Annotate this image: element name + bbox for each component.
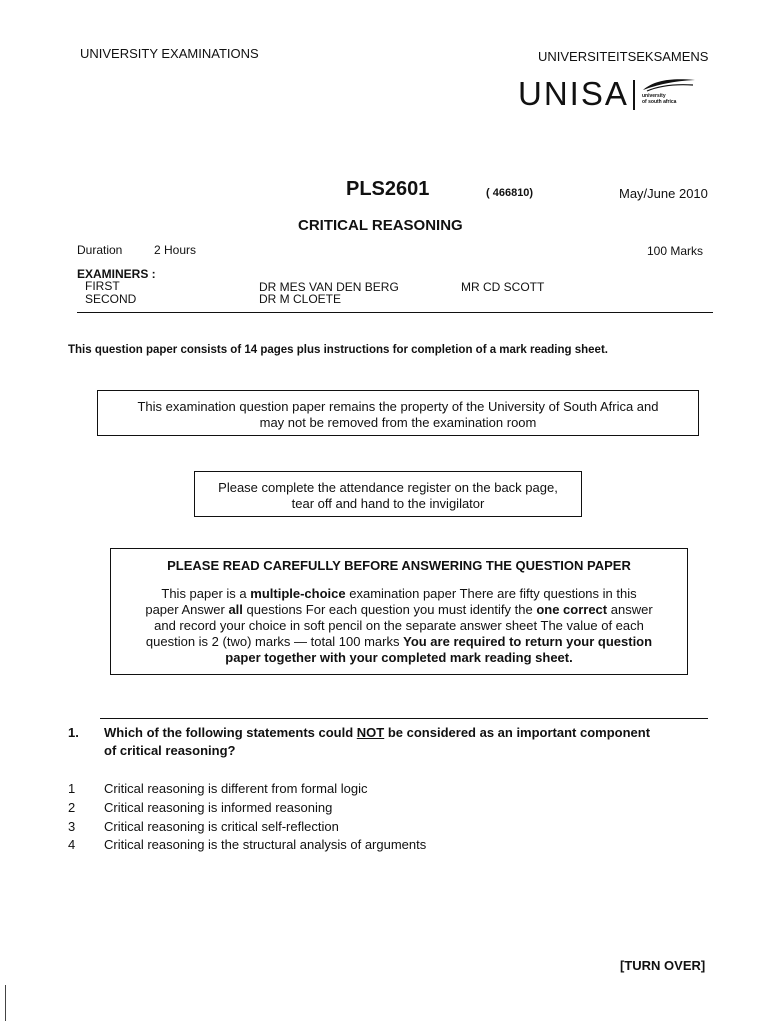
instructions-text: examination paper There are fifty questions in this <box>345 586 637 601</box>
header-divider <box>77 312 713 313</box>
unisa-logo-bar <box>633 80 635 110</box>
question-number: 1. <box>68 725 79 740</box>
option-text: Critical reasoning is different from formal logic <box>104 781 368 796</box>
all-emphasis: all <box>228 602 243 617</box>
exam-session: May/June 2010 <box>619 186 708 201</box>
instructions-line4 <box>111 634 687 650</box>
first-examiner-name-2: MR CD SCOTT <box>461 280 545 294</box>
second-examiner-name: DR M CLOETE <box>259 292 342 306</box>
exam-code: PLS2601 <box>346 178 430 200</box>
option-text: Critical reasoning is the structural analysis of arguments <box>104 837 427 852</box>
instructions-box <box>110 548 688 675</box>
attendance-notice-line1: Please complete the attendance register on the back page, <box>218 480 558 495</box>
unisa-logo-subtitle-line2: of south africa <box>642 99 677 105</box>
option-number: 4 <box>68 837 76 852</box>
instructions-line1 <box>111 586 687 602</box>
option-number: 3 <box>68 819 76 834</box>
option-text: Critical reasoning is critical self-reflection <box>104 819 339 834</box>
property-notice-box <box>97 390 699 436</box>
attendance-notice-box <box>194 471 582 517</box>
exam-title: CRITICAL REASONING <box>298 217 463 234</box>
duration-value: 2 Hours <box>154 243 197 257</box>
instructions-text: question is 2 (two) marks — total 100 marks <box>145 634 404 649</box>
duration-label: Duration <box>77 243 123 257</box>
instructions-line5: paper together with your completed mark reading sheet. <box>225 650 573 665</box>
instructions-text: paper Answer <box>145 602 229 617</box>
unisa-logo-subtitle-line1: university <box>642 93 666 99</box>
examiners-label: EXAMINERS : <box>77 267 156 281</box>
option-number: 1 <box>68 781 76 796</box>
property-notice-line2: may not be removed from the examination room <box>259 415 537 430</box>
scan-edge-mark <box>5 985 6 1021</box>
question-divider <box>100 718 708 719</box>
unisa-logo-word: UNISA <box>518 75 629 112</box>
pages-notice: This question paper consists of 14 pages plus instructions for completion of a mark reading sheet. <box>68 344 608 356</box>
question-not-emphasis: NOT <box>356 725 385 740</box>
second-examiner-label: SECOND <box>85 292 137 306</box>
option-number: 2 <box>68 800 76 815</box>
turn-over-label: [TURN OVER] <box>620 958 706 973</box>
return-paper-emphasis: You are required to return your question <box>403 634 653 649</box>
exam-reference: ( 466810) <box>486 187 534 199</box>
question-stem-line2: of critical reasoning? <box>104 743 236 758</box>
option-text: Critical reasoning is informed reasoning <box>104 800 333 815</box>
universiteitseksamens-title: UNIVERSITEITSEKSAMENS <box>538 49 709 64</box>
instructions-text: questions For each question you must identify the <box>242 602 537 617</box>
university-examinations-title: UNIVERSITY EXAMINATIONS <box>80 46 259 61</box>
property-notice-line1: This examination question paper remains the property of the University of South Africa and <box>137 399 659 414</box>
total-marks: 100 Marks <box>647 244 704 258</box>
instructions-text: answer <box>607 602 653 617</box>
unisa-logo-subtitle <box>642 93 676 105</box>
instructions-line2 <box>111 602 687 618</box>
question-stem-text: Which of the following statements could <box>104 725 357 740</box>
first-examiner-name-1: DR MES VAN DEN BERG <box>259 280 399 294</box>
first-examiner-label: FIRST <box>85 279 120 293</box>
one-correct-emphasis: one correct <box>536 602 608 617</box>
instructions-line3: and record your choice in soft pencil on the separate answer sheet The value of each <box>154 618 644 633</box>
instructions-text: This paper is a <box>161 586 251 601</box>
question-stem-line1 <box>104 725 650 740</box>
multiple-choice-emphasis: multiple-choice <box>250 586 346 601</box>
question-stem-text: be considered as an important component <box>384 725 651 740</box>
unisa-logo-swoosh-icon <box>641 76 697 92</box>
instructions-heading: PLEASE READ CAREFULLY BEFORE ANSWERING THE QUESTION PAPER <box>167 558 631 573</box>
attendance-notice-line2: tear off and hand to the invigilator <box>291 496 485 511</box>
